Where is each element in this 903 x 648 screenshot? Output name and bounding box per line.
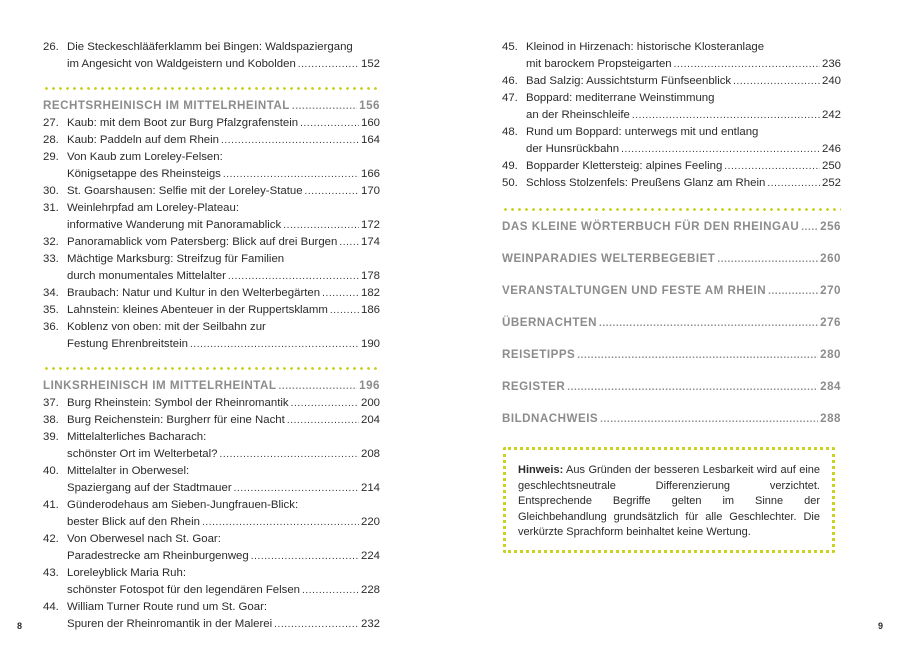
leader-dots [733, 73, 820, 90]
toc-entry[interactable] [502, 39, 841, 73]
toc-entry-page: 236 [821, 58, 841, 70]
toc-entry-title: Spaziergang auf der Stadtmauer [67, 482, 232, 494]
toc-entry[interactable] [43, 565, 380, 599]
toc-entry-number: 47. [502, 92, 518, 104]
toc-entry-line [43, 183, 380, 200]
toc-entry[interactable] [43, 531, 380, 565]
leader-dots [300, 115, 359, 132]
toc-entry-title: Festung Ehrenbreitstein [67, 338, 188, 350]
toc-entry[interactable] [43, 39, 380, 73]
toc-entry-page: 164 [360, 134, 380, 146]
toc-entry-title: mit barockem Propsteigarten [526, 58, 672, 70]
toc-right-column [502, 39, 841, 428]
chapter-page: 280 [820, 348, 841, 361]
chapter-heading[interactable] [502, 378, 841, 396]
chapter-heading[interactable] [502, 314, 841, 332]
toc-entry-line [502, 158, 841, 175]
toc-entry-line [43, 56, 380, 73]
toc-entry-line [43, 582, 380, 599]
toc-entry-line [43, 514, 380, 531]
leader-dots [767, 175, 820, 192]
toc-entry[interactable] [502, 90, 841, 124]
toc-entry-number: 32. [43, 236, 59, 248]
hint-label: Hinweis: [518, 464, 564, 476]
toc-entry-line [43, 132, 380, 149]
toc-entry-title: Burg Reichenstein: Burgherr für eine Nacht [67, 414, 285, 426]
leader-dots [621, 141, 820, 158]
toc-entry-title: informative Wanderung mit Panoramablick [67, 219, 282, 231]
toc-entry-number: 43. [43, 567, 59, 579]
toc-entry-page: 172 [360, 219, 380, 231]
toc-entry-title: Rund um Boppard: unterwegs mit und entlang [526, 126, 759, 138]
toc-entry-number: 27. [43, 117, 59, 129]
toc-entry-line [43, 548, 380, 565]
toc-entry-line [43, 336, 380, 353]
toc-entry-number: 31. [43, 202, 59, 214]
toc-entry-page: 250 [821, 160, 841, 172]
toc-entry-page: 200 [360, 397, 380, 409]
leader-dots [674, 56, 820, 73]
leader-dots [717, 251, 818, 268]
leader-dots [801, 219, 818, 236]
toc-entry[interactable] [43, 497, 380, 531]
toc-entry-title: Die Steckeschlääferklamm bei Bingen: Waldspaziergang [67, 41, 353, 53]
chapter-heading[interactable] [502, 282, 841, 300]
toc-entry-number: 42. [43, 533, 59, 545]
leader-dots [283, 217, 359, 234]
leader-dots [724, 158, 820, 175]
toc-entry[interactable] [502, 124, 841, 158]
toc-entry-page: 204 [360, 414, 380, 426]
toc-entry-page: 186 [360, 304, 380, 316]
toc-entry-title: Von Oberwesel nach St. Goar: [67, 533, 221, 545]
chapter-page: 256 [820, 220, 841, 233]
leader-dots [330, 302, 359, 319]
toc-entry-title: Von Kaub zum Loreley-Felsen: [67, 151, 223, 163]
toc-entry-title: schönster Ort im Welterbetal? [67, 448, 218, 460]
section-heading[interactable] [43, 377, 380, 395]
chapter-page: 260 [820, 252, 841, 265]
toc-entry-page: 174 [360, 236, 380, 248]
leader-dots [274, 616, 359, 633]
toc-entry-page: 214 [360, 482, 380, 494]
toc-entry-line [43, 285, 380, 302]
chapter-heading[interactable] [502, 410, 841, 428]
leader-dots [302, 582, 359, 599]
toc-entry[interactable] [43, 132, 380, 149]
toc-entry-page: 240 [821, 75, 841, 87]
leader-dots [599, 315, 818, 332]
toc-entry-title: Loreleyblick Maria Ruh: [67, 567, 187, 579]
toc-entry-line [502, 107, 841, 124]
toc-entry-line [43, 480, 380, 497]
toc-entry-title: Königsetappe des Rheinsteigs [67, 168, 221, 180]
toc-entry-number: 50. [502, 177, 518, 189]
chapter-heading[interactable] [502, 218, 841, 236]
chapter-title: BILDNACHWEIS [502, 412, 599, 425]
toc-entry-number: 49. [502, 160, 518, 172]
toc-entry-title: William Turner Route rund um St. Goar: [67, 601, 268, 613]
chapter-title: REGISTER [502, 380, 566, 393]
toc-entry-page: 152 [360, 58, 380, 70]
section-heading[interactable] [43, 97, 380, 115]
leader-dots [339, 234, 359, 251]
toc-entry-number: 35. [43, 304, 59, 316]
toc-entry[interactable] [43, 149, 380, 183]
toc-entry-title: Mächtige Marksburg: Streifzug für Familien [67, 253, 285, 265]
dotted-separator [43, 367, 380, 370]
toc-entry-line [43, 319, 380, 336]
toc-entry-title: Mittelalterliches Bacharach: [67, 431, 207, 443]
toc-entry-title: Bad Salzig: Aussichtsturm Fünfseenblick [526, 75, 732, 87]
leader-dots [298, 56, 359, 73]
leader-dots [600, 411, 818, 428]
toc-entry[interactable] [43, 319, 380, 353]
section-heading-title: LINKSRHEINISCH IM MITTELRHEINTAL [43, 379, 277, 392]
leader-dots [228, 268, 359, 285]
toc-entry-title: St. Goarshausen: Selfie mit der Loreley-Statue [67, 185, 303, 197]
toc-entry[interactable] [43, 183, 380, 200]
toc-entry-line [43, 463, 380, 480]
chapter-page: 284 [820, 380, 841, 393]
toc-entry-line [43, 115, 380, 132]
toc-entry-line [43, 531, 380, 548]
toc-entry[interactable] [43, 412, 380, 429]
toc-entry-line [43, 149, 380, 166]
toc-entry-title: schönster Fotospot für den legendären Felsen [67, 584, 301, 596]
toc-entry-number: 36. [43, 321, 59, 333]
leader-dots [291, 395, 359, 412]
chapter-page: 270 [820, 284, 841, 297]
leader-dots [287, 412, 359, 429]
chapter-title: VERANSTALTUNGEN UND FESTE AM RHEIN [502, 284, 767, 297]
right-page [452, 0, 903, 648]
toc-entry-page: 242 [821, 109, 841, 121]
chapter-page: 276 [820, 316, 841, 329]
toc-entry[interactable] [43, 234, 380, 251]
toc-entry-line [43, 599, 380, 616]
chapter-title: REISETIPPS [502, 348, 576, 361]
toc-entry-page: 208 [360, 448, 380, 460]
toc-entry-title: Kaub: Paddeln auf dem Rhein [67, 134, 219, 146]
toc-entry-number: 26. [43, 41, 59, 53]
toc-entry-line [43, 251, 380, 268]
toc-entry[interactable] [43, 429, 380, 463]
toc-entry-title: Günderodehaus am Sieben-Jungfrauen-Blick: [67, 499, 299, 511]
toc-entry-page: 220 [360, 516, 380, 528]
toc-entry-title: an der Rheinschleife [526, 109, 630, 121]
toc-entry[interactable] [502, 73, 841, 90]
toc-entry[interactable] [43, 463, 380, 497]
chapter-heading[interactable] [502, 250, 841, 268]
toc-entry[interactable] [502, 175, 841, 192]
leader-dots [768, 283, 818, 300]
toc-entry-number: 37. [43, 397, 59, 409]
toc-entry-number: 39. [43, 431, 59, 443]
toc-entry-number: 40. [43, 465, 59, 477]
chapter-title: DAS KLEINE WÖRTERBUCH FÜR DEN RHEINGAU [502, 220, 800, 233]
toc-entry-title: Paradestrecke am Rheinburgenweg [67, 550, 249, 562]
section-heading-page: 156 [359, 99, 380, 112]
toc-entry-page: 252 [821, 177, 841, 189]
toc-entry-title: Kleinod in Hirzenach: historische Klosteranlage [526, 41, 765, 53]
page-number-left: 8 [17, 621, 23, 631]
toc-entry-page: 224 [360, 550, 380, 562]
toc-entry-title: Koblenz von oben: mit der Seilbahn zur [67, 321, 266, 333]
toc-entry-line [502, 124, 841, 141]
toc-left-column [43, 39, 380, 633]
toc-entry-title: Kaub: mit dem Boot zur Burg Pfalzgrafenstein [67, 117, 299, 129]
toc-entry-title: im Angesicht von Waldgeistern und Kobolden [67, 58, 296, 70]
toc-entry[interactable] [43, 395, 380, 412]
toc-entry-title: Lahnstein: kleines Abenteuer in der Ruppertsklamm [67, 304, 328, 316]
chapter-page: 288 [820, 412, 841, 425]
toc-entry-line [502, 56, 841, 73]
toc-entry[interactable] [43, 115, 380, 132]
toc-entry-page: 166 [360, 168, 380, 180]
leader-dots [292, 98, 357, 115]
toc-entry-line [502, 90, 841, 107]
hint-text: Aus Gründen der besseren Lesbarkeit wird auf eine geschlechtsneutrale Differenzierung verzichtet. Entsprechende Begriffe gelten im Sinne der Gleichbehandlung grundsätzlich für alle Geschlechter. Die verkürzte Sprachform beinhaltet keine Wertung. [518, 464, 820, 538]
toc-entry-line [43, 616, 380, 633]
toc-entry-line [43, 395, 380, 412]
section-heading-title: RECHTSRHEINISCH IM MITTELRHEINTAL [43, 99, 290, 112]
leader-dots [577, 347, 818, 364]
leader-dots [190, 336, 359, 353]
toc-entry-page: 182 [360, 287, 380, 299]
toc-entry-number: 38. [43, 414, 59, 426]
leader-dots [219, 446, 359, 463]
toc-entry-line [43, 268, 380, 285]
toc-entry-line [43, 302, 380, 319]
toc-entry[interactable] [43, 599, 380, 633]
toc-entry-number: 44. [43, 601, 59, 613]
toc-entry-line [43, 200, 380, 217]
toc-entry-page: 190 [360, 338, 380, 350]
toc-entry-line [43, 234, 380, 251]
chapter-title: WEINPARADIES WELTERBEGEBIET [502, 252, 716, 265]
leader-dots [278, 378, 357, 395]
chapter-title: ÜBERNACHTEN [502, 316, 598, 329]
toc-entry-title: Schloss Stolzenfels: Preußens Glanz am Rhein [526, 177, 766, 189]
chapter-heading[interactable] [502, 346, 841, 364]
leader-dots [223, 166, 359, 183]
leader-dots [567, 379, 818, 396]
toc-entry-title: Panoramablick vom Patersberg: Blick auf drei Burgen [67, 236, 338, 248]
toc-entry-page: 170 [360, 185, 380, 197]
toc-entry-number: 48. [502, 126, 518, 138]
leader-dots [632, 107, 820, 124]
toc-entry-title: Spuren der Rheinromantik in der Malerei [67, 618, 273, 630]
toc-entry-number: 29. [43, 151, 59, 163]
toc-entry-page: 228 [360, 584, 380, 596]
leader-dots [305, 183, 359, 200]
toc-entry-title: Weinlehrpfad am Loreley-Plateau: [67, 202, 240, 214]
toc-entry[interactable] [502, 158, 841, 175]
toc-entry-number: 28. [43, 134, 59, 146]
leader-dots [322, 285, 359, 302]
leader-dots [202, 514, 359, 531]
toc-entry-title: Braubach: Natur und Kultur in den Welterbegärten [67, 287, 321, 299]
toc-entry-number: 41. [43, 499, 59, 511]
hint-box [503, 447, 835, 553]
toc-entry-page: 232 [360, 618, 380, 630]
toc-entry-line [43, 166, 380, 183]
toc-entry[interactable] [43, 251, 380, 285]
toc-entry-line [502, 141, 841, 158]
toc-entry-title: bester Blick auf den Rhein [67, 516, 200, 528]
toc-entry-line [43, 429, 380, 446]
toc-entry-title: Burg Rheinstein: Symbol der Rheinromantik [67, 397, 289, 409]
toc-entry-line [502, 73, 841, 90]
toc-entry-page: 160 [360, 117, 380, 129]
toc-entry-line [43, 39, 380, 56]
toc-entry-title: der Hunsrückbahn [526, 143, 620, 155]
toc-entry-title: Boppard: mediterrane Weinstimmung [526, 92, 715, 104]
toc-entry-line [43, 217, 380, 234]
toc-entry-number: 33. [43, 253, 59, 265]
toc-entry-title: Bopparder Klettersteig: alpines Feeling [526, 160, 723, 172]
toc-entry-page: 246 [821, 143, 841, 155]
toc-entry-title: Mittelalter in Oberwesel: [67, 465, 190, 477]
toc-entry-number: 30. [43, 185, 59, 197]
page-number-right: 9 [878, 621, 884, 631]
toc-entry-number: 46. [502, 75, 518, 87]
toc-entry-line [43, 412, 380, 429]
dotted-separator [43, 87, 380, 90]
leader-dots [234, 480, 359, 497]
toc-entry[interactable] [43, 302, 380, 319]
leader-dots [221, 132, 359, 149]
toc-entry[interactable] [43, 200, 380, 234]
toc-entry-number: 34. [43, 287, 59, 299]
dotted-separator [502, 208, 841, 211]
toc-entry-page: 178 [360, 270, 380, 282]
section-heading-page: 196 [359, 379, 380, 392]
toc-entry-line [43, 565, 380, 582]
leader-dots [251, 548, 359, 565]
toc-entry-line [502, 175, 841, 192]
toc-entry-line [43, 497, 380, 514]
toc-entry-title: durch monumentales Mittelalter [67, 270, 226, 282]
toc-entry[interactable] [43, 285, 380, 302]
toc-entry-number: 45. [502, 41, 518, 53]
toc-entry-line [502, 39, 841, 56]
toc-entry-line [43, 446, 380, 463]
left-page [0, 0, 451, 648]
